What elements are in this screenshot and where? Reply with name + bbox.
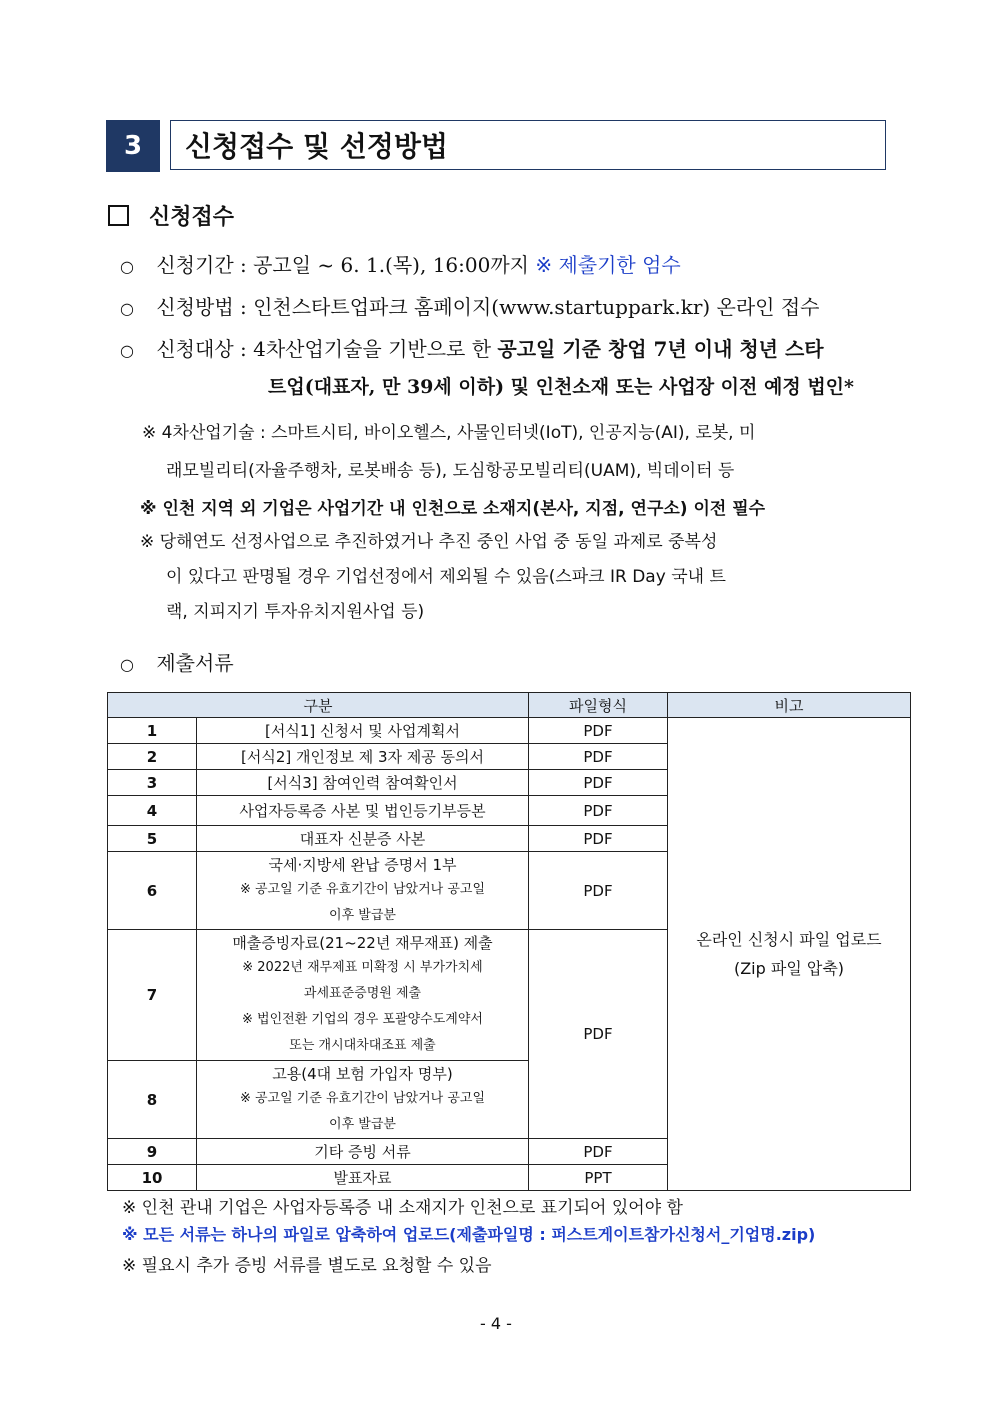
row-document: 대표자 신분증 사본 [197, 826, 529, 852]
row-number: 10 [108, 1165, 197, 1191]
row-format: PDF [529, 930, 668, 1139]
target-label: 신청대상 [156, 337, 234, 361]
row-format: PDF [529, 852, 668, 930]
row-number: 5 [108, 826, 197, 852]
subsection-heading [106, 200, 234, 231]
row-document-sub: 또는 개시대차대조표 제출 [289, 1038, 436, 1053]
row-number: 8 [108, 1061, 197, 1139]
row-number: 6 [108, 852, 197, 930]
checkbox-square-icon [108, 205, 129, 226]
relocate-note: ※ 인천 지역 외 기업은 사업기간 내 인천으로 소재지(본사, 지점, 연구소) 이전 필수 [140, 499, 766, 519]
row-document-sub: 이후 발급분 [329, 907, 396, 923]
footnote-2: ※ 모든 서류는 하나의 파일로 압축하여 업로드(제출파일명 : 퍼스트게이트참가신청서_기업명.zip) [122, 1225, 816, 1244]
header-format: 파일형식 [529, 693, 668, 718]
row-number: 1 [108, 718, 197, 744]
row-document-title: 국세·지방세 완납 증명서 1부 [268, 855, 457, 874]
method-line [120, 291, 820, 320]
row-format: PDF [529, 1139, 668, 1165]
row-document-title: 고용(4대 보험 가입자 명부) [272, 1064, 453, 1083]
circle-bullet-icon: ○ [120, 655, 134, 674]
row-format: PDF [529, 770, 668, 796]
documents-table [107, 692, 911, 1191]
period-value: : 공고일 ~ 6. 1.(목), 16:00까지 [240, 253, 529, 277]
row-document: 발표자료 [197, 1165, 529, 1191]
circle-bullet-icon: ○ [120, 341, 134, 360]
dup-note-3: 랙, 지피지기 투자유치지원사업 등) [166, 602, 425, 622]
documents-title: 제출서류 [156, 651, 234, 675]
row-document-sub: 과세표준증명원 제출 [303, 986, 422, 1001]
row-number: 4 [108, 796, 197, 826]
row-document: 기타 증빙 서류 [197, 1139, 529, 1165]
row-document-sub: ※ 2022년 재무제표 미확정 시 부가가치세 [242, 960, 483, 975]
target-line [120, 333, 824, 362]
row-document [197, 930, 529, 1061]
row-document: [서식2] 개인정보 제 3자 제공 동의서 [197, 744, 529, 770]
row-format: PDF [529, 718, 668, 744]
row-document [197, 1061, 529, 1139]
row-document-title: 매출증빙자료(21~22년 재무재표) 제출 [232, 934, 493, 952]
header-remark: 비고 [668, 693, 911, 718]
footnote-1: ※ 인천 관내 기업은 사업자등록증 내 소재지가 인천으로 표기되어 있어야 함 [122, 1198, 683, 1218]
dup-note-2: 이 있다고 판명될 경우 기업선정에서 제외될 수 있음(스파크 IR Day 국내 트 [166, 567, 726, 587]
target-bold-2: 트업(대표자, 만 39세 이하) 및 인천소재 또는 사업장 이전 예정 법인* [268, 376, 854, 398]
method-label: 신청방법 [156, 295, 234, 319]
row-number: 7 [108, 930, 197, 1061]
row-document-sub: ※ 법인전환 기업의 경우 포괄양수도계약서 [242, 1012, 483, 1027]
circle-bullet-icon: ○ [120, 299, 134, 318]
header-category: 구분 [108, 693, 529, 718]
row-document-sub: ※ 공고일 기준 유효기간이 남았거나 공고일 [239, 881, 486, 897]
period-label: 신청기간 [156, 253, 234, 277]
row-format: PDF [529, 796, 668, 826]
page-number: - 4 - [480, 1314, 512, 1333]
row-document: [서식1] 신청서 및 사업계획서 [197, 718, 529, 744]
target-bold-1: 공고일 기준 창업 7년 이내 청년 스타 [497, 337, 824, 361]
row-document: [서식3] 참여인력 참여확인서 [197, 770, 529, 796]
documents-heading [120, 647, 234, 676]
row-number: 3 [108, 770, 197, 796]
row-document: 사업자등록증 사본 및 법인등기부등본 [197, 796, 529, 826]
row-document-sub: ※ 공고일 기준 유효기간이 남았거나 공고일 [239, 1090, 486, 1106]
tech-note-2: 래모빌리티(자율주행차, 로봇배송 등), 도심항공모빌리티(UAM), 빅데이터 등 [166, 461, 735, 481]
period-line [120, 249, 681, 278]
row-format: PDF [529, 826, 668, 852]
target-value: : 4차산업기술을 기반으로 한 [240, 337, 492, 361]
table-row [108, 718, 911, 744]
row-number: 2 [108, 744, 197, 770]
row-format: PDF [529, 744, 668, 770]
footnote-3: ※ 필요시 추가 증빙 서류를 별도로 요청할 수 있음 [122, 1256, 492, 1276]
subsection-title: 신청접수 [149, 205, 235, 230]
row-format: PPT [529, 1165, 668, 1191]
table-header-row [108, 693, 911, 718]
method-value: : 인천스타트업파크 홈페이지(www.startuppark.kr) 온라인 접수 [240, 295, 820, 319]
row-document [197, 852, 529, 930]
remark-line-2: (Zip 파일 압축) [733, 959, 845, 978]
section-number: 3 [106, 120, 160, 172]
remark-line-1: 온라인 신청시 파일 업로드 [696, 930, 882, 949]
row-document-sub: 이후 발급분 [329, 1116, 396, 1132]
remark-cell [668, 718, 911, 1191]
dup-note-1: ※ 당해연도 선정사업으로 추진하였거나 추진 중인 사업 중 동일 과제로 중복성 [140, 532, 718, 552]
circle-bullet-icon: ○ [120, 257, 134, 276]
row-number: 9 [108, 1139, 197, 1165]
section-title: 신청접수 및 선정방법 [170, 120, 886, 170]
period-emphasis: ※ 제출기한 엄수 [535, 253, 681, 277]
tech-note-1: ※ 4차산업기술 : 스마트시티, 바이오헬스, 사물인터넷(IoT), 인공지능(AI), 로봇, 미 [142, 423, 756, 443]
